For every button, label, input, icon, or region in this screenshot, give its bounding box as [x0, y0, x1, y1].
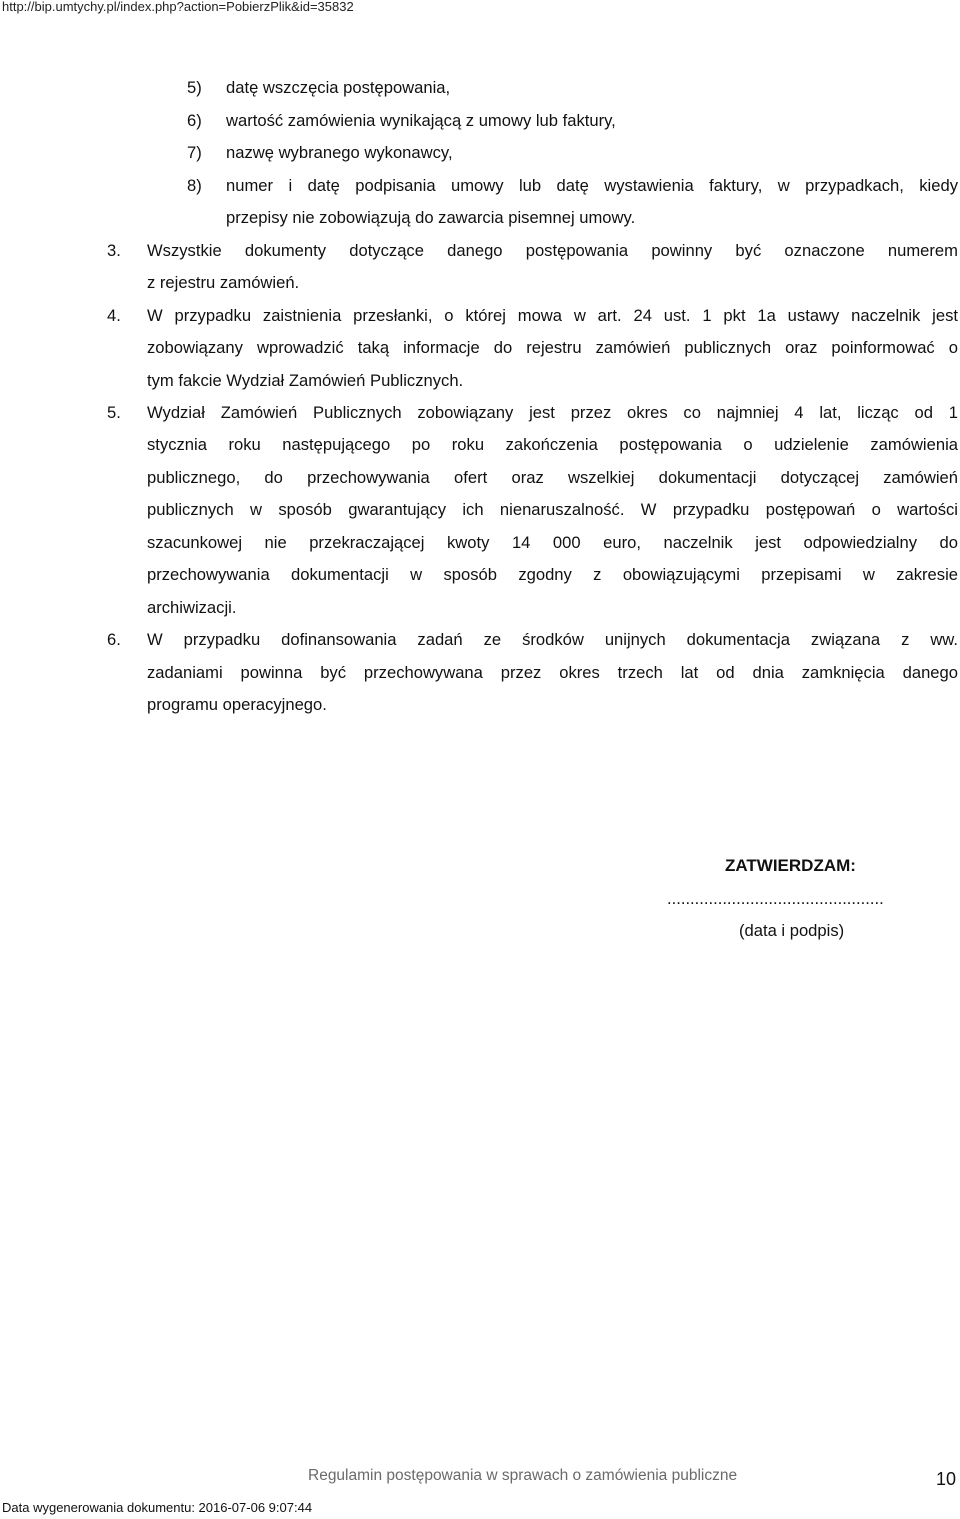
section-text: publicznych w sposób gwarantujący ich nienaruszalność. W przypadku postępowań o wartości — [147, 500, 958, 519]
section-text: Wydział Zamówień Publicznych zobowiązany jest przez okres co najmniej 4 lat, licząc od 1 — [147, 403, 958, 422]
section-text: tym fakcie Wydział Zamówień Publicznych. — [147, 371, 464, 390]
approval-heading: ZATWIERDZAM: — [725, 856, 856, 875]
signature-caption: (data i podpis) — [739, 921, 845, 940]
section-text: szacunkowej nie przekraczającej kwoty 14 000 euro, naczelnik jest odpowiedzialny do — [147, 533, 958, 552]
list-item-number: 8) — [187, 176, 202, 195]
section-text: zobowiązany wprowadzić taką informacje do rejestru zamówień publicznych oraz poinformować o — [147, 338, 958, 357]
section-number: 5. — [107, 403, 121, 422]
list-item-text: nazwę wybranego wykonawcy, — [226, 143, 453, 162]
section-number: 6. — [107, 630, 121, 649]
list-item-number: 6) — [187, 111, 202, 130]
section-text: z rejestru zamówień. — [147, 273, 300, 292]
list-item-text: numer i datę podpisania umowy lub datę wystawienia faktury, w przypadkach, kiedy — [226, 176, 958, 195]
section-text: archiwizacji. — [147, 598, 237, 617]
section-text: stycznia roku następującego po roku zakończenia postępowania o udzielenie zamówienia — [147, 435, 958, 454]
list-item-text: przepisy nie zobowiązują do zawarcia pisemnej umowy. — [226, 208, 636, 227]
generation-date: Data wygenerowania dokumentu: 2016-07-06 9:07:44 — [2, 1500, 313, 1515]
section-text: zadaniami powinna być przechowywana przez okres trzech lat od dnia zamknięcia danego — [147, 663, 958, 682]
section-text: przechowywania dokumentacji w sposób zgodny z obowiązującymi przepisami w zakresie — [147, 565, 958, 584]
list-item-text: wartość zamówienia wynikającą z umowy lub faktury, — [226, 111, 616, 130]
page-number: 10 — [936, 1469, 957, 1489]
list-item-number: 5) — [187, 78, 202, 97]
section-number: 4. — [107, 306, 121, 325]
footer-document-title: Regulamin postępowania w sprawach o zamówienia publiczne — [308, 1467, 738, 1484]
signature-line: ............................................... — [667, 889, 884, 908]
list-item-text: datę wszczęcia postępowania, — [226, 78, 451, 97]
section-text: publicznego, do przechowywania ofert oraz wszelkiej dokumentacji dotyczącej zamówień — [147, 468, 958, 487]
section-number: 3. — [107, 241, 121, 260]
section-text: programu operacyjnego. — [147, 695, 327, 714]
section-text: W przypadku zaistnienia przesłanki, o której mowa w art. 24 ust. 1 pkt 1a ustawy naczelnik jest — [147, 306, 958, 325]
source-url: http://bip.umtychy.pl/index.php?action=PobierzPlik&id=35832 — [2, 0, 354, 14]
section-text: W przypadku dofinansowania zadań ze środków unijnych dokumentacja związana z ww. — [147, 630, 958, 649]
section-text: Wszystkie dokumenty dotyczące danego postępowania powinny być oznaczone numerem — [147, 241, 958, 260]
list-item-number: 7) — [187, 143, 202, 162]
